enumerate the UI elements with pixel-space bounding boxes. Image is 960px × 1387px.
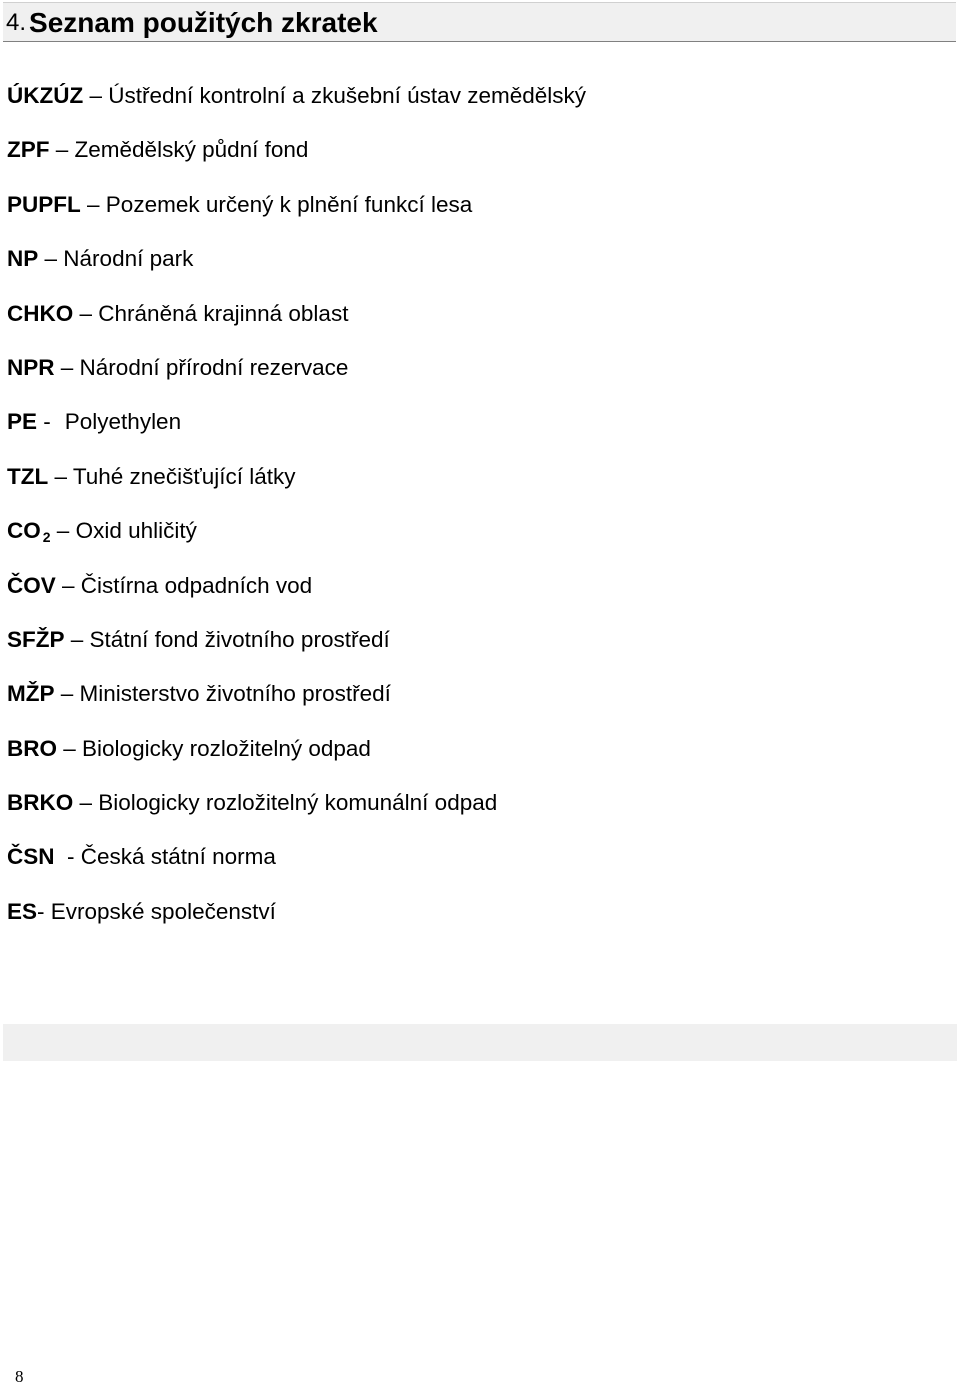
abbreviation-item — [7, 840, 586, 894]
subscript-digit: 2 — [42, 529, 51, 546]
abbreviation-item — [7, 732, 586, 786]
abbreviation-separator: – — [50, 518, 76, 544]
abbreviation-separator: – — [57, 735, 83, 761]
abbreviation-meaning: Zemědělský půdní fond — [74, 137, 309, 163]
abbreviation-item — [7, 242, 586, 296]
abbreviation-item — [7, 133, 586, 187]
abbreviation-item — [7, 514, 586, 568]
abbreviation-item — [7, 460, 586, 514]
section-heading — [3, 2, 956, 42]
abbreviation-separator: – — [49, 137, 75, 163]
abbreviation-code: CHKO — [7, 300, 74, 326]
abbreviation-meaning: Pozemek určený k plnění funkcí lesa — [105, 191, 473, 217]
abbreviation-meaning: Ústřední kontrolní a zkušební ústav zemědělský — [108, 83, 586, 108]
abbreviation-separator: – — [80, 191, 106, 217]
abbreviation-code: NP — [7, 246, 39, 272]
abbreviation-code: ÚKZÚZ — [7, 83, 84, 108]
abbreviation-code: MŽP — [7, 681, 55, 707]
abbreviation-separator: - — [37, 409, 51, 435]
abbreviation-separator: – — [64, 626, 90, 652]
abbreviation-meaning: Evropské společenství — [50, 898, 276, 924]
abbreviation-meaning: Státní fond životního prostředí — [89, 626, 390, 652]
abbreviation-code: BRO — [7, 735, 57, 761]
abbreviation-code: ES — [7, 898, 38, 924]
abbreviation-code: ZPF — [7, 137, 50, 163]
abbreviation-separator: – — [54, 354, 80, 380]
abbreviation-item — [7, 351, 586, 405]
abbreviation-meaning: Chráněná krajinná oblast — [98, 300, 349, 326]
abbreviation-meaning: Čistírna odpadních vod — [80, 572, 313, 598]
section-number: 4. — [6, 9, 27, 36]
abbreviation-item — [7, 786, 586, 840]
abbreviation-separator: – — [38, 246, 64, 272]
abbreviation-separator: – — [73, 300, 99, 326]
abbreviation-meaning: Oxid uhličitý — [75, 518, 197, 544]
abbreviation-code: PUPFL — [7, 191, 81, 217]
abbreviation-meaning: Česká státní norma — [80, 844, 276, 870]
abbreviation-separator: – — [55, 572, 81, 598]
abbreviation-code: TZL — [7, 463, 49, 489]
page-number: 8 — [15, 1367, 24, 1386]
abbreviation-code: SFŽP — [7, 626, 65, 652]
abbreviation-meaning: Národní přírodní rezervace — [79, 354, 349, 380]
abbreviation-meaning: Biologicky rozložitelný odpad — [82, 735, 371, 761]
footer-band — [3, 1024, 957, 1061]
abbreviation-item — [7, 569, 586, 623]
abbreviation-meaning: Národní park — [63, 246, 194, 272]
abbreviation-meaning: Tuhé znečišťující látky — [72, 463, 296, 489]
abbreviation-meaning: Ministerstvo životního prostředí — [79, 681, 391, 707]
abbreviation-code: BRKO — [7, 790, 74, 816]
abbreviation-separator: – — [73, 790, 99, 816]
abbreviation-code: ČOV — [7, 572, 56, 598]
abbreviation-item — [7, 677, 586, 731]
abbreviation-meaning: Polyethylen — [64, 409, 182, 435]
abbreviation-item — [7, 79, 586, 133]
section-title: Seznam použitých zkratek — [29, 7, 378, 38]
abbreviation-list — [7, 79, 586, 949]
abbreviation-separator: - — [37, 898, 51, 924]
abbreviation-separator: – — [83, 83, 109, 108]
abbreviation-item — [7, 188, 586, 242]
abbreviation-item — [7, 405, 586, 459]
abbreviation-separator: – — [48, 463, 73, 489]
abbreviation-code: PE — [7, 409, 38, 435]
abbreviation-code: CO $_2$ — [7, 518, 51, 546]
abbreviation-separator: – — [54, 681, 80, 707]
abbreviation-code: NPR — [7, 354, 55, 380]
abbreviation-item — [7, 623, 586, 677]
abbreviation-meaning: Biologicky rozložitelný komunální odpad — [98, 790, 498, 816]
abbreviation-code: ČSN — [7, 844, 55, 870]
abbreviation-item — [7, 297, 586, 351]
abbreviation-item — [7, 895, 586, 949]
abbreviation-separator: - — [54, 844, 81, 870]
